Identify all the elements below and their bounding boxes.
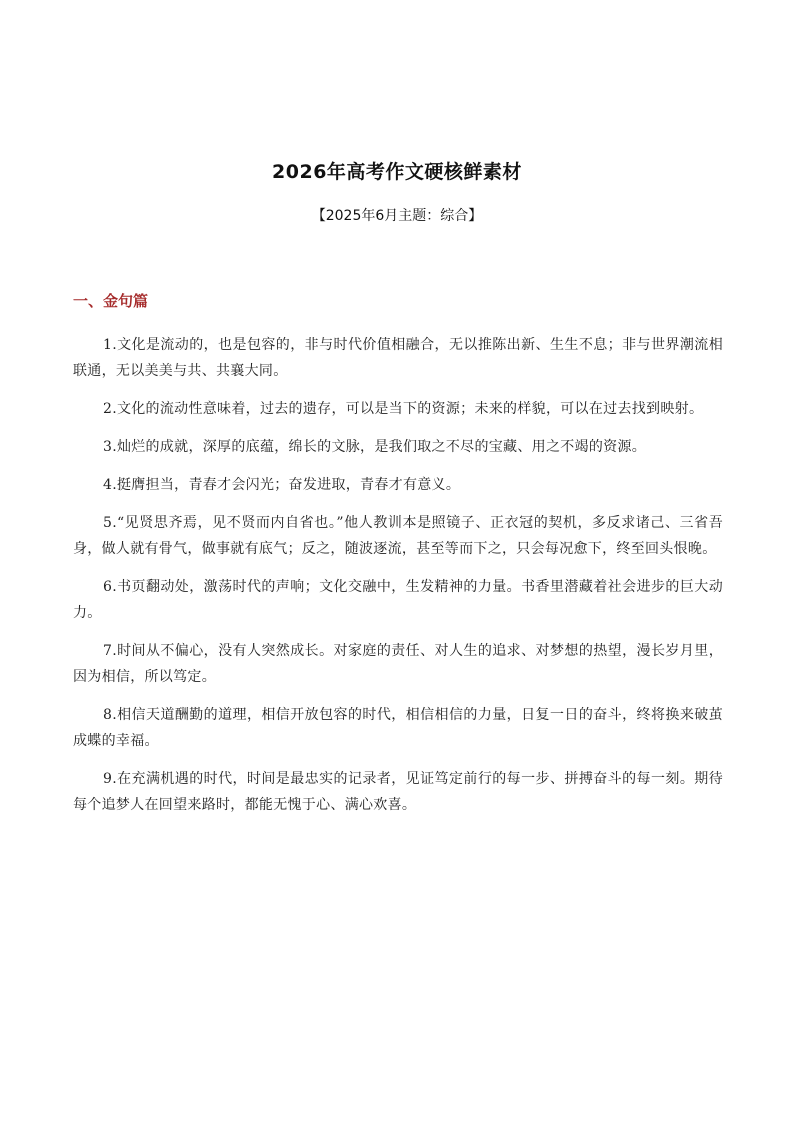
- quote-item: 8.相信天道酬勤的道理，相信开放包容的时代，相信相信的力量，日复一日的奋斗，终将换来破茧成蝶的幸福。: [73, 707, 723, 749]
- quote-item: 7.时间从不偏心，没有人突然成长。对家庭的责任、对人生的追求、对梦想的热望，漫长岁月里，因为相信，所以笃定。: [73, 643, 723, 685]
- section-heading: 一、金句篇: [73, 292, 149, 310]
- document-subtitle: 【2025年6月主题：综合】: [311, 208, 483, 224]
- quote-item: 4.挺膺担当，青春才会闪光；奋发进取，青春才有意义。: [103, 477, 461, 493]
- document-title: 2026年高考作文硬核鲜素材: [272, 161, 522, 183]
- quote-item: 5.“见贤思齐焉，见不贤而内自省也。”他人教训本是照镜子、正衣冠的契机，多反求诸己、三省吾身，做人就有骨气，做事就有底气；反之，随波逐流，甚至等而下之，只会每况愈下，终至回头恨晚。: [73, 515, 723, 557]
- quote-item: 1.文化是流动的，也是包容的，非与时代价值相融合，无以推陈出新、生生不息；非与世界潮流相联通，无以美美与共、共襄大同。: [73, 337, 723, 379]
- quote-item: 2.文化的流动性意味着，过去的遗存，可以是当下的资源；未来的样貌，可以在过去找到映射。: [103, 401, 704, 417]
- quote-list: [73, 332, 723, 830]
- quote-item: 6.书页翻动处，激荡时代的声响；文化交融中，生发精神的力量。书香里潜藏着社会进步的巨大动力。: [73, 579, 723, 621]
- quote-item: 3.灿烂的成就，深厚的底蕴，绵长的文脉，是我们取之不尽的宝藏、用之不竭的资源。: [103, 439, 647, 455]
- quote-item: 9.在充满机遇的时代，时间是最忠实的记录者，见证笃定前行的每一步、拼搏奋斗的每一刻。期待每个追梦人在回望来路时，都能无愧于心、满心欢喜。: [73, 771, 723, 813]
